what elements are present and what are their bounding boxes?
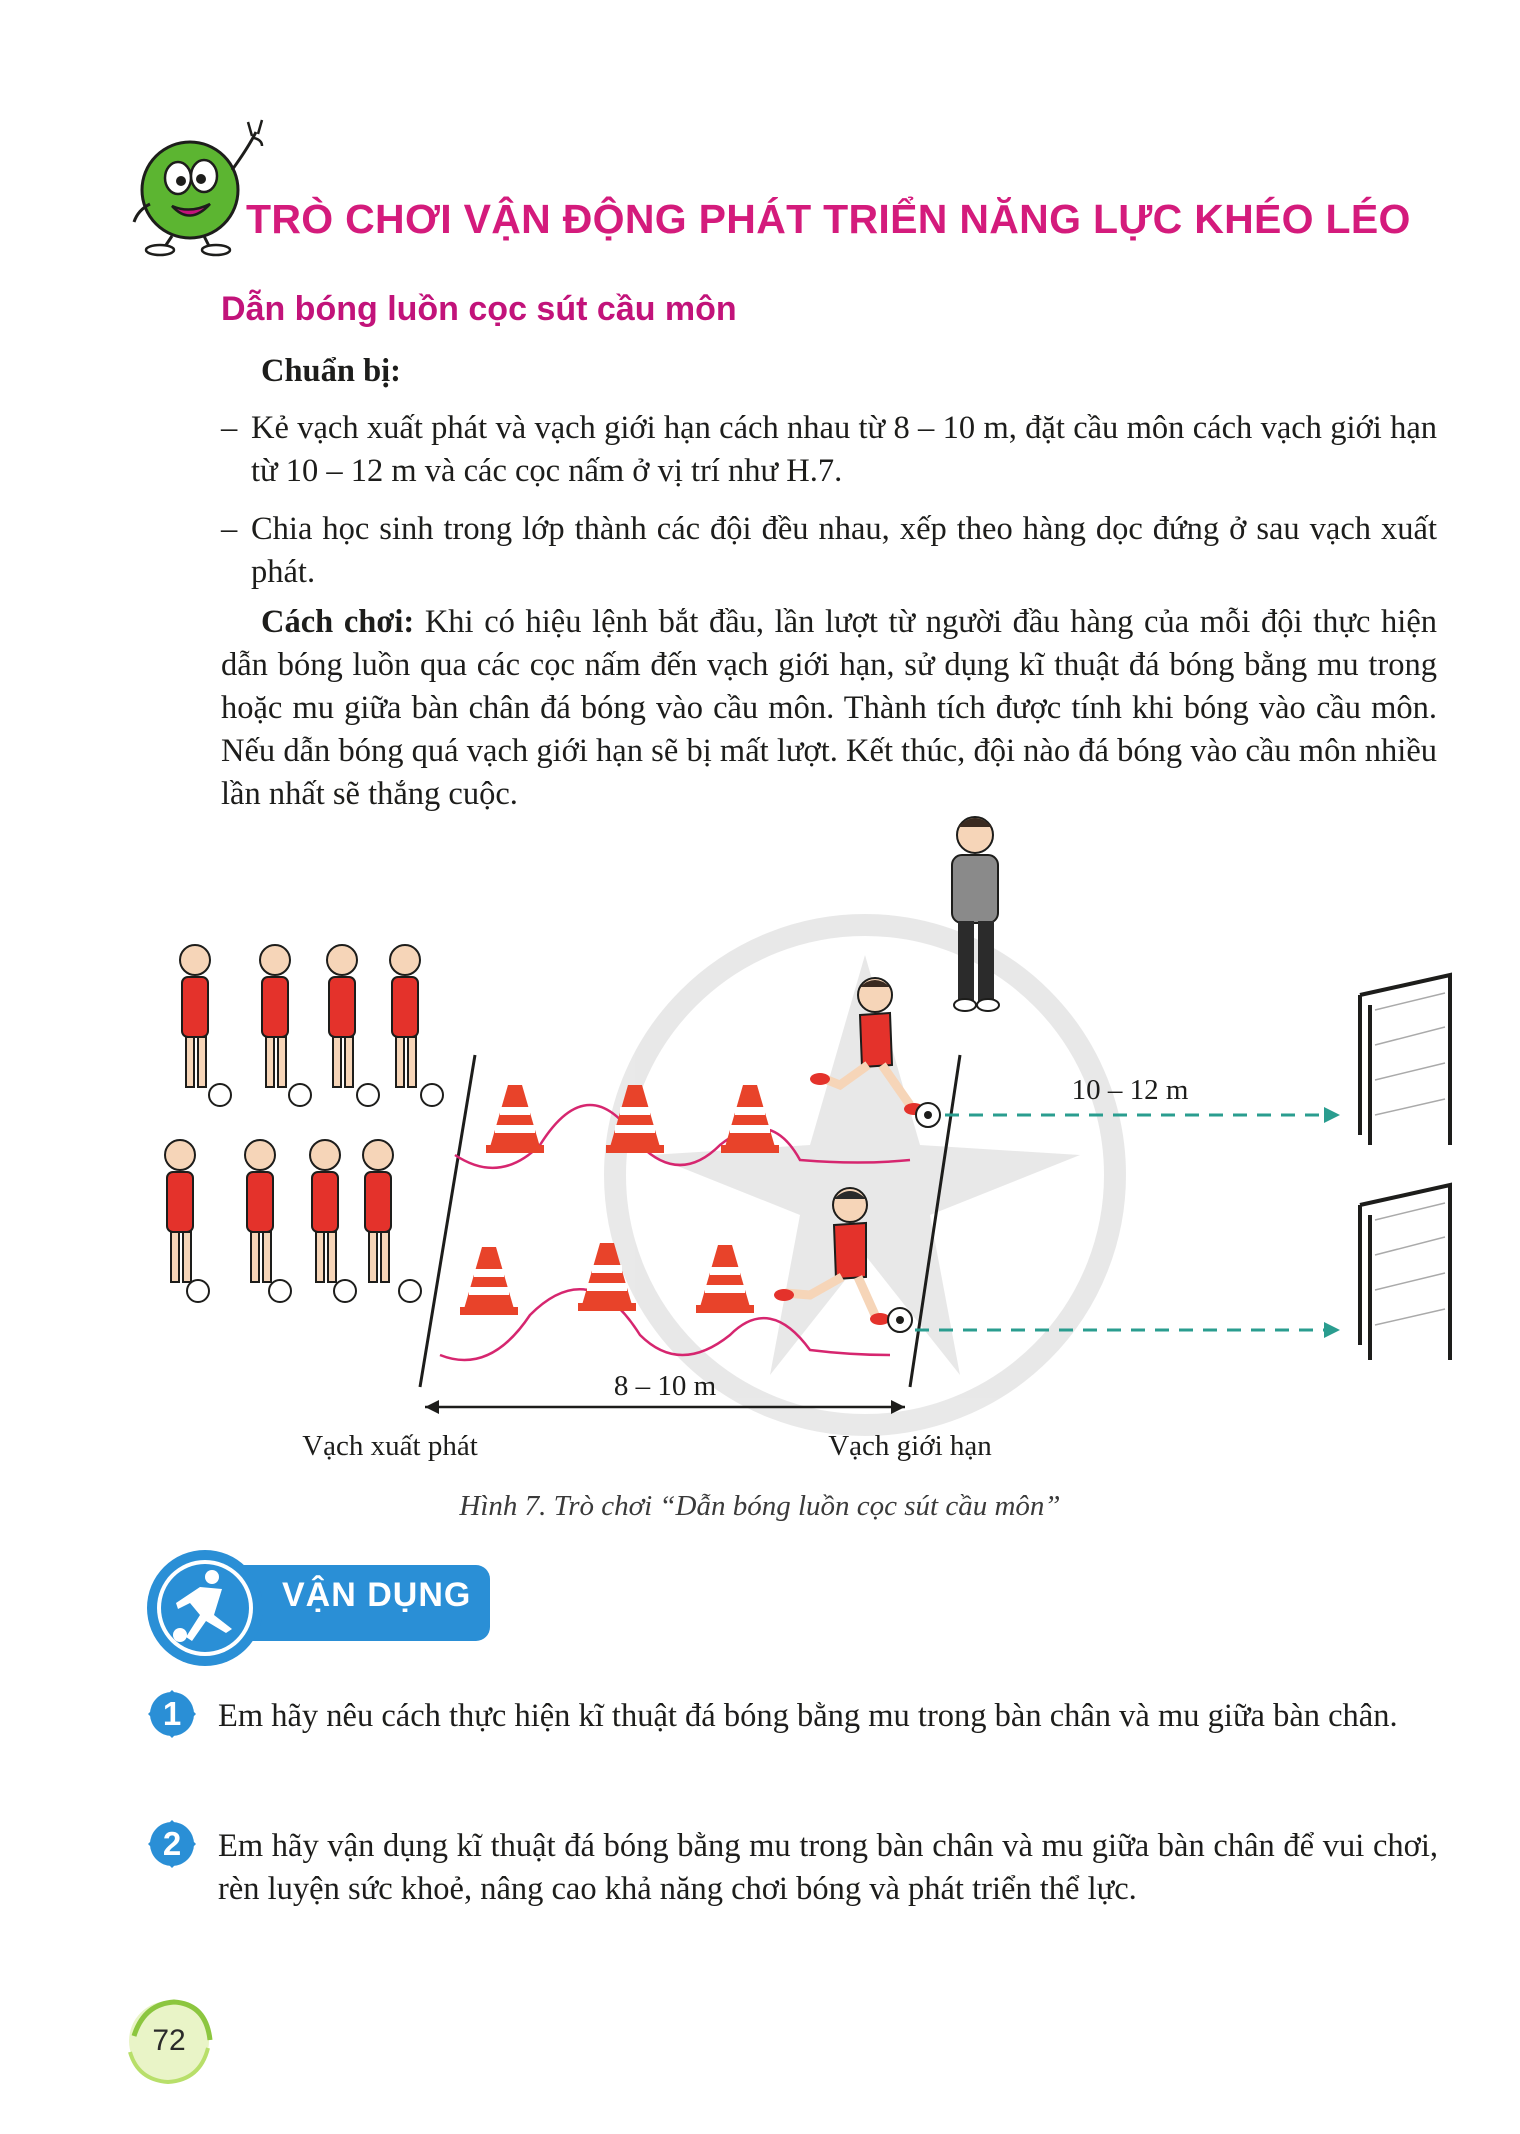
cone-icon — [460, 1247, 518, 1315]
question-text: Em hãy vận dụng kĩ thuật đá bóng bằng mu trong bàn chân và mu giữa bàn chân để vui chơi, rèn luyện sức khoẻ, nâng cao khả năng chơi bóng và phát triển thể lực. — [218, 1828, 1438, 1907]
section-title: Dẫn bóng luồn cọc sút cầu môn — [221, 290, 737, 328]
preparation-item — [221, 508, 1437, 594]
goal-distance-label: 10 – 12 m — [1071, 1074, 1189, 1106]
question-text: Em hãy nêu cách thực hiện kĩ thuật đá bóng bằng mu trong bàn chân và mu giữa bàn chân. — [218, 1698, 1398, 1734]
cone-icon — [486, 1085, 544, 1153]
cone-icon — [721, 1085, 779, 1153]
page-number: 72 — [152, 2024, 186, 2057]
bullet-dash: – — [221, 410, 238, 446]
teacher-figure — [952, 817, 999, 1011]
preparation-item — [221, 407, 1437, 493]
preparation-item-text: Kẻ vạch xuất phát và vạch giới hạn cách nhau từ 8 – 10 m, đặt cầu môn cách vạch giới hạn từ 10 – 12 m và các cọc nấm ở vị trí như H.7. — [251, 410, 1437, 489]
waiting-player — [165, 1140, 209, 1302]
question-number: 2 — [162, 1825, 182, 1862]
waiting-player — [180, 945, 231, 1106]
waiting-player — [245, 1140, 291, 1302]
waiting-player — [390, 945, 443, 1106]
soccer-ball-icon — [888, 1308, 912, 1332]
limit-line-label: Vạch giới hạn — [828, 1430, 992, 1462]
goal-icon — [1360, 1185, 1450, 1360]
bullet-dash: – — [221, 511, 238, 547]
waiting-player — [310, 1140, 356, 1302]
figure-caption: Hình 7. Trò chơi “Dẫn bóng luồn cọc sút cầu môn” — [459, 1490, 1061, 1522]
rules-label: Cách chơi: — [261, 604, 415, 640]
soccer-ball-icon — [916, 1103, 940, 1127]
rules-text: Khi có hiệu lệnh bắt đầu, lần lượt từ người đầu hàng của mỗi đội thực hiện dẫn bóng luồn qua các cọc nấm đến vạch giới hạn, sử dụng kĩ thuật đá bóng bằng mu trong hoặc mu giữa bàn chân đá bóng vào cầu môn. Thành tích được tính khi bóng vào cầu môn. Nếu dẫn bóng quá vạch giới hạn sẽ bị mất lượt. Kết thúc, đội nào đá bóng vào cầu môn nhiều lần nhất sẽ thắng cuộc. — [221, 604, 1437, 812]
rules-paragraph — [221, 601, 1437, 816]
goal-icon — [1360, 975, 1450, 1145]
waiting-player — [363, 1140, 421, 1302]
game-illustration — [120, 815, 1460, 1462]
preparation-label: Chuẩn bị: — [261, 353, 401, 389]
page-title: TRÒ CHƠI VẬN ĐỘNG PHÁT TRIỂN NĂNG LỰC KHÉO LÉO — [246, 196, 1411, 242]
preparation-item-text: Chia học sinh trong lớp thành các đội đều nhau, xếp theo hàng dọc đứng ở sau vạch xuất phát. — [251, 511, 1437, 590]
waiting-player — [327, 945, 379, 1106]
waiting-player — [260, 945, 311, 1106]
apply-section-label: VẬN DỤNG — [282, 1576, 472, 1614]
question-number: 1 — [162, 1695, 182, 1732]
start-line-label: Vạch xuất phát — [302, 1430, 478, 1462]
field-distance-label: 8 – 10 m — [613, 1370, 717, 1402]
cone-icon — [696, 1245, 754, 1313]
